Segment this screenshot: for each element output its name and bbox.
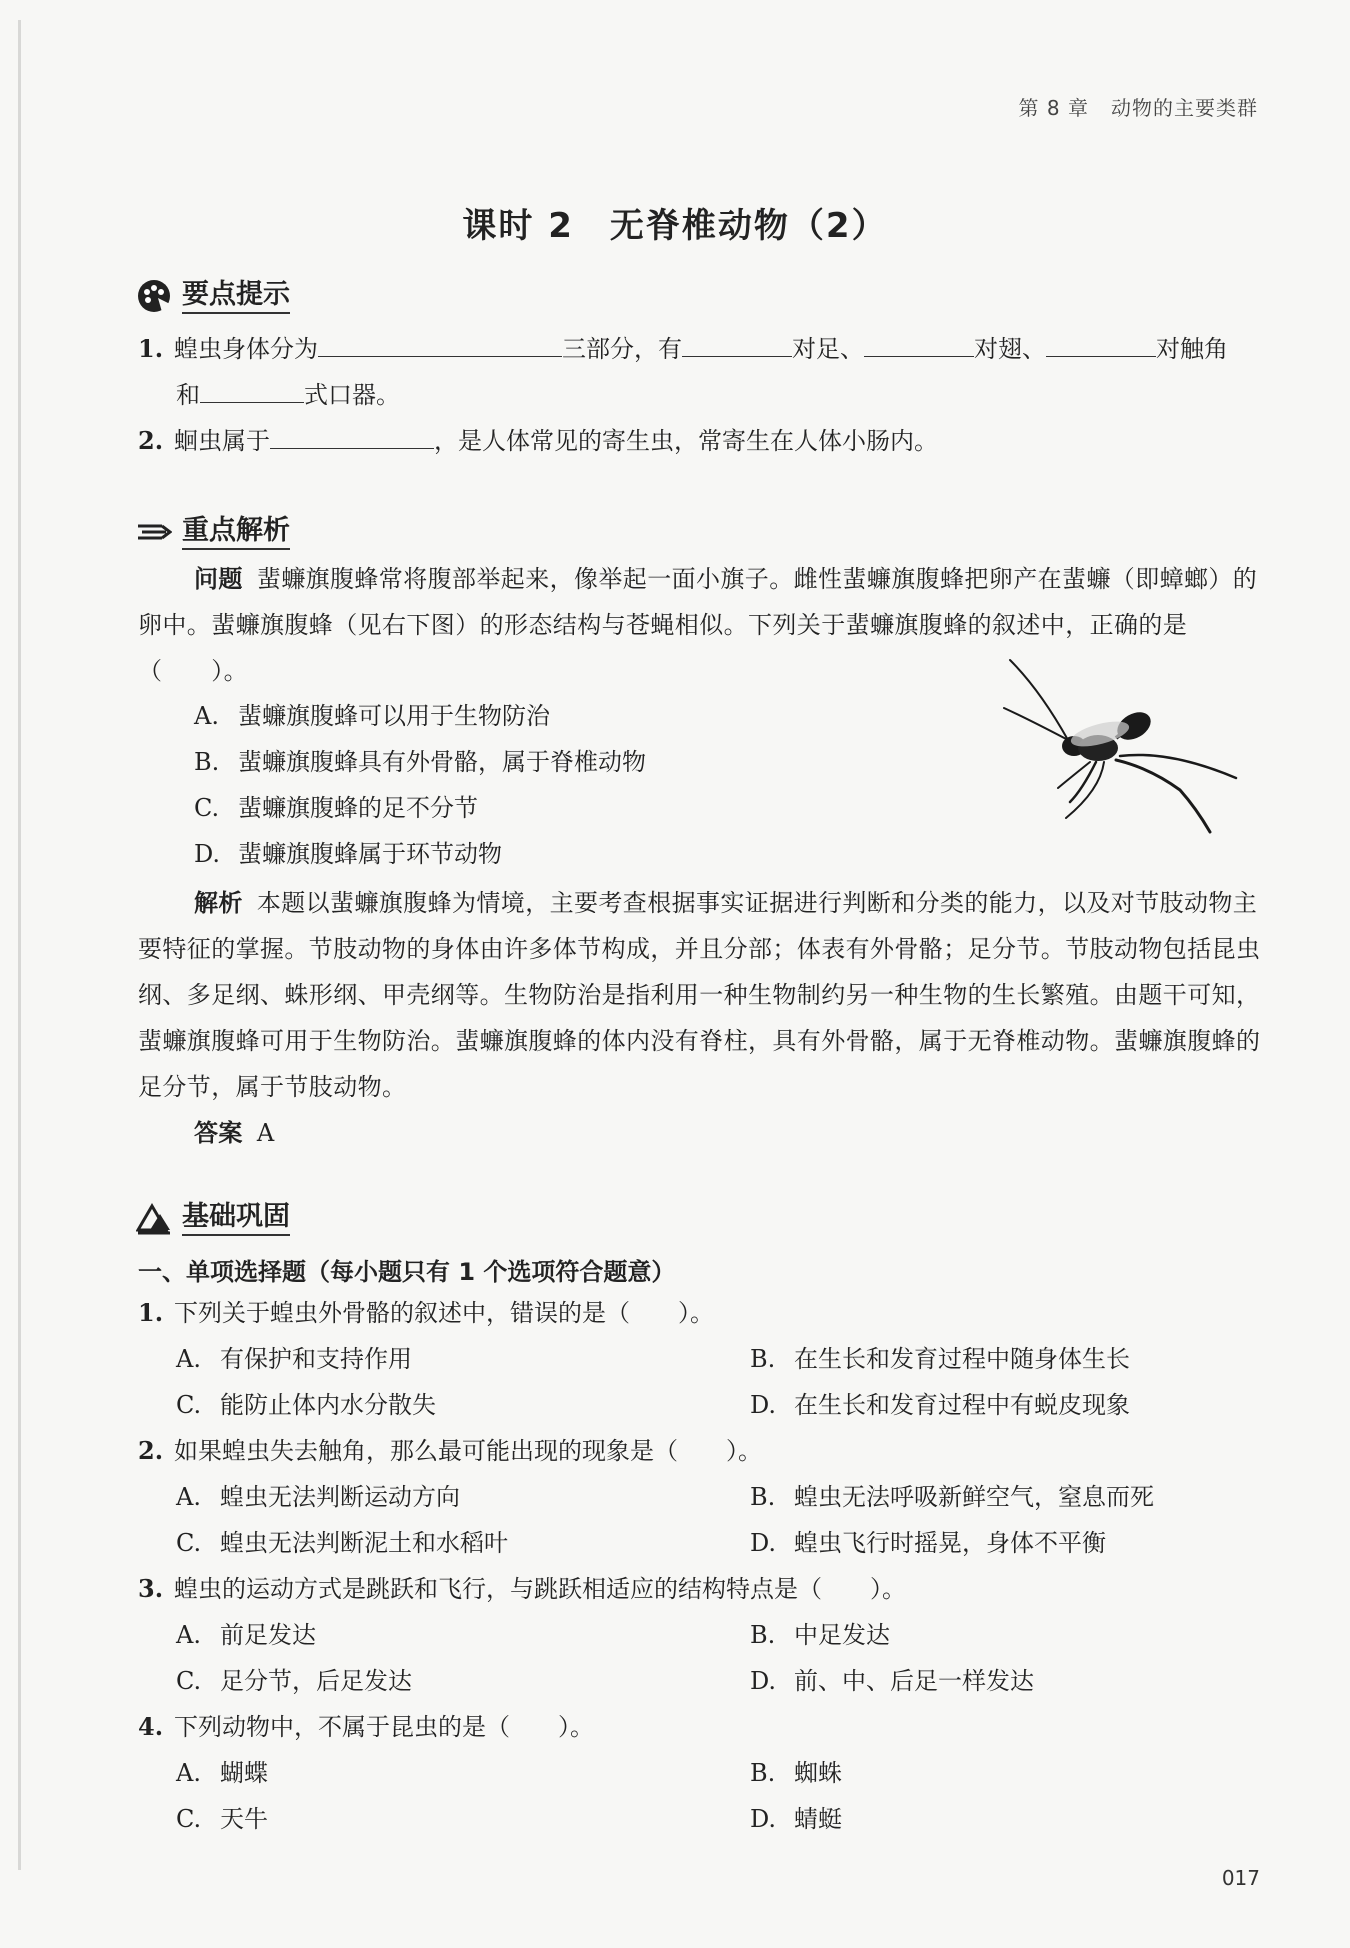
q1-option-c[interactable]: C. 能防止体内水分散失: [176, 1391, 436, 1419]
problem-label: 问题: [194, 565, 243, 593]
q1-option-a[interactable]: A. 有保护和支持作用: [176, 1345, 412, 1373]
section-title: 要点提示: [182, 279, 290, 314]
answer-blank[interactable]: [270, 424, 434, 449]
lesson-title: [0, 198, 1350, 247]
section-title: 重点解析: [182, 515, 290, 550]
question-3: 3. 蝗虫的运动方式是跳跃和飞行，与跳跃相适应的结构特点是（ ）。: [138, 1574, 906, 1603]
tips-question-2: 2. 蛔虫属于 ，是人体常见的寄生虫，常寄生在人体小肠内。: [138, 426, 938, 455]
q4-option-b[interactable]: B. 蜘蛛: [750, 1759, 842, 1787]
answer-value: A: [256, 1119, 275, 1147]
running-header: [1019, 92, 1258, 121]
mountain-icon: [136, 1200, 172, 1236]
analysis-text: 本题以蜚蠊旗腹蜂为情境，主要考查根据事实证据进行判断和分类的能力，以及对节肢动物主要特征的掌握。节肢动物的身体由许多体节构成，并且分部；体表有外骨骼；足分节。节肢动物包括昆虫纲、多足纲、蛛形纲、甲壳纲等。生物防治是指利用一种生物制约另一种生物的生长繁殖。由题干可知，蜚蠊旗腹蜂可用于生物防治。蜚蠊旗腹蜂的体内没有脊柱，具有外骨骼，属于无脊椎动物。蜚蠊旗腹蜂的足分节，属于节肢动物。: [138, 889, 1261, 1101]
q2-option-c[interactable]: C. 蝗虫无法判断泥土和水稻叶: [176, 1529, 508, 1557]
section-basics: [136, 1196, 290, 1240]
chapter-title: 动物的主要类群: [1111, 96, 1258, 120]
q1-option-d[interactable]: D. 在生长和发育过程中有蜕皮现象: [750, 1391, 1130, 1419]
q1-option-b[interactable]: B. 在生长和发育过程中随身体生长: [750, 1345, 1130, 1373]
q4-option-a[interactable]: A. 蝴蝶: [176, 1759, 268, 1787]
analysis-paragraph: [138, 880, 1268, 1110]
answer-blank[interactable]: [682, 332, 792, 357]
q2-option-d[interactable]: D. 蝗虫飞行时摇晃，身体不平衡: [750, 1529, 1106, 1557]
problem-option-d[interactable]: D. 蜚蠊旗腹蜂属于环节动物: [194, 840, 502, 868]
section-tips: [136, 274, 290, 318]
page-edge: [18, 20, 21, 1870]
answer-label: 答案: [194, 1119, 243, 1147]
question-4: 4. 下列动物中，不属于昆虫的是（ ）。: [138, 1712, 594, 1741]
question-2: 2. 如果蝗虫失去触角，那么最可能出现的现象是（ ）。: [138, 1436, 762, 1465]
analysis-label: 解析: [194, 889, 243, 917]
page-number: 017: [1221, 1866, 1260, 1890]
tips-question-1-cont: 和 式口器。: [176, 378, 400, 410]
problem-option-c[interactable]: C. 蜚蠊旗腹蜂的足不分节: [194, 794, 478, 822]
lesson-number: 课时 2: [462, 206, 574, 246]
q2-option-b[interactable]: B. 蝗虫无法呼吸新鲜空气，窒息而死: [750, 1483, 1154, 1511]
tips-question-1: 1. 蝗虫身体分为 三部分，有 对足、 对翅、 对触角: [138, 334, 1228, 363]
q3-option-a[interactable]: A. 前足发达: [176, 1621, 316, 1649]
problem-option-b[interactable]: B. 蜚蠊旗腹蜂具有外骨骼，属于脊椎动物: [194, 748, 646, 776]
q3-option-c[interactable]: C. 足分节，后足发达: [176, 1667, 412, 1695]
q4-option-c[interactable]: C. 天牛: [176, 1805, 268, 1833]
wasp-illustration: [1000, 650, 1240, 850]
q4-option-d[interactable]: D. 蜻蜓: [750, 1805, 842, 1833]
lines-arrow-icon: [136, 514, 172, 550]
q2-option-a[interactable]: A. 蝗虫无法判断运动方向: [176, 1483, 460, 1511]
section-title: 基础巩固: [182, 1201, 290, 1236]
problem-option-a[interactable]: A. 蜚蠊旗腹蜂可以用于生物防治: [194, 702, 550, 730]
answer-blank[interactable]: [1046, 332, 1156, 357]
section-analysis: [136, 510, 290, 554]
q3-option-b[interactable]: B. 中足发达: [750, 1621, 890, 1649]
q3-option-d[interactable]: D. 前、中、后足一样发达: [750, 1667, 1034, 1695]
lesson-topic: 无脊椎动物（2）: [609, 206, 888, 246]
chapter-number: 第 8 章: [1018, 96, 1089, 120]
question-1: 1. 下列关于蝗虫外骨骼的叙述中，错误的是（ ）。: [138, 1298, 714, 1327]
question-group-heading: 一、单项选择题（每小题只有 1 个选项符合题意）: [138, 1258, 676, 1286]
answer-line: [138, 1110, 1262, 1156]
palette-icon: [136, 278, 172, 314]
answer-blank[interactable]: [864, 332, 974, 357]
problem-text: 蜚蠊旗腹蜂常将腹部举起来，像举起一面小旗子。雌性蜚蠊旗腹蜂把卵产在蜚蠊（即蟑螂）的卵中。蜚蠊旗腹蜂（见右下图）的形态结构与苍蝇相似。下列关于蜚蠊旗腹蜂的叙述中，正确的是（ ）。: [138, 565, 1258, 685]
answer-blank[interactable]: [200, 378, 304, 403]
answer-blank[interactable]: [318, 332, 562, 357]
